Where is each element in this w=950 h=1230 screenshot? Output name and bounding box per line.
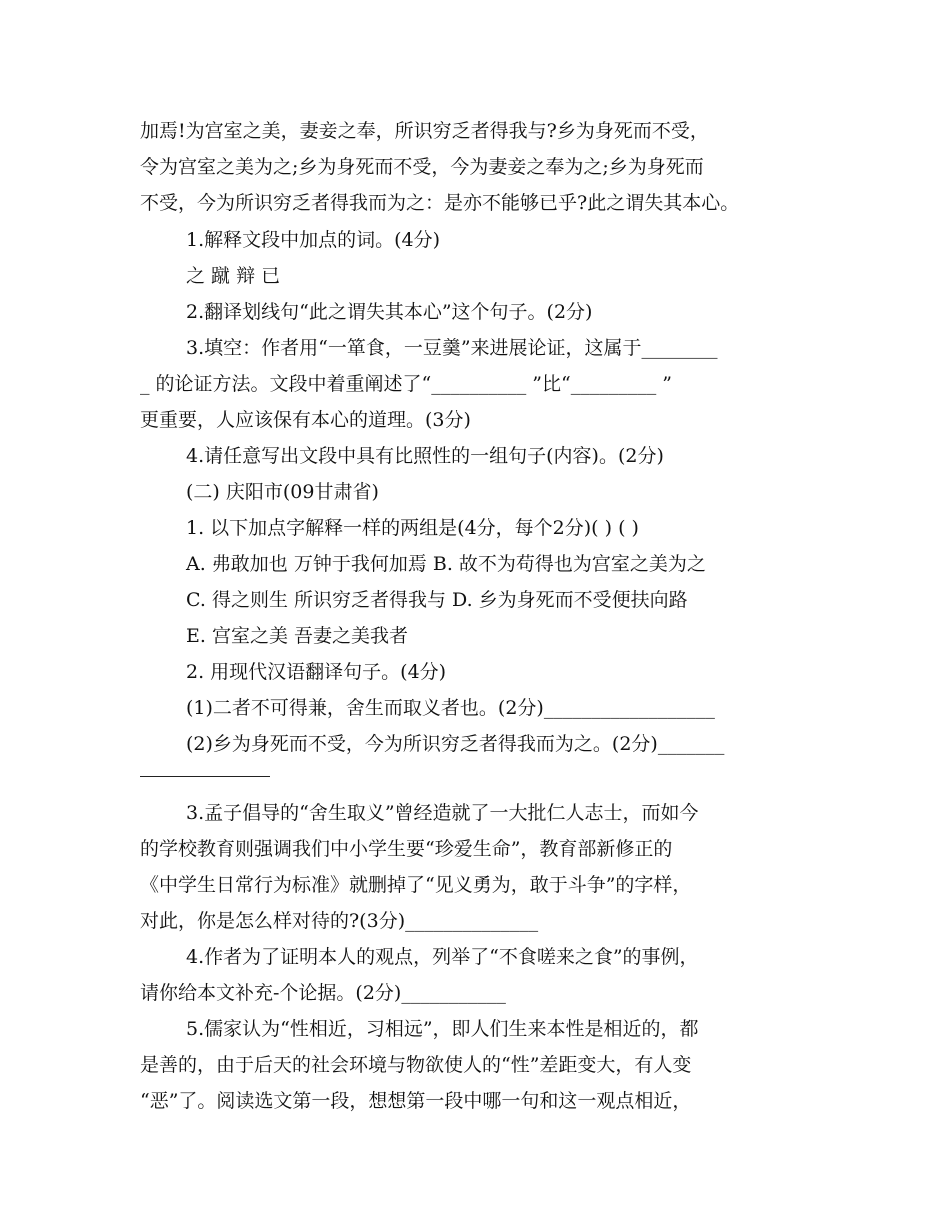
passage-line: 令为宫室之美为之;乡为身死而不受，今为妻妾之奉为之;乡为身死而	[140, 156, 704, 178]
question-text: 4.请任意写出文段中具有比照性的一组句子(内容)。(2分)	[186, 445, 664, 467]
question-text: 《中学生日常行为标准》就删掉了“见义勇为，敢于斗争”的字样，	[140, 874, 692, 896]
question-text: 4.作者为了证明本人的观点，列举了“不食嗟来之食”的事例，	[186, 946, 699, 968]
question-text: 是善的，由于后天的社会环境与物欲使人的“性”差距变大，有人变	[140, 1054, 692, 1076]
question-text: 5.儒家认为“性相近，习相远”，即人们生来本性是相近的，都	[186, 1018, 699, 1040]
question-text: _ 的论证方法。文段中着重阐述了“__________ ”比“_________ ”	[140, 373, 672, 395]
question-text: 2. 用现代汉语翻译句子。(4分)	[186, 661, 447, 683]
question-text: 请你给本文补充-个论据。(2分)___________	[140, 982, 506, 1004]
question-text: (2)乡为身死而不受，今为所识穷乏者得我而为之。(2分)_______	[186, 733, 725, 755]
section-heading: (二) 庆阳市(09甘肃省)	[186, 481, 379, 503]
answer-blank-line	[140, 776, 270, 777]
passage-line: 加焉!为宫室之美，妻妾之奉，所识穷乏者得我与?乡为身死而不受，	[140, 120, 709, 142]
option-text: C. 得之则生 所识穷乏者得我与 D. 乡为身死而不受便扶向路	[186, 589, 688, 611]
passage-line: 不受，今为所识穷乏者得我而为之：是亦不能够已乎?此之谓失其本心。	[140, 192, 740, 214]
question-text: 1. 以下加点字解释一样的两组是(4分，每个2分)( ) ( )	[186, 517, 639, 539]
question-text: (1)二者不可得兼，舍生而取义者也。(2分)__________________	[186, 697, 715, 719]
question-text: 的学校教育则强调我们中小学生要“珍爱生命”，教育部新修正的	[140, 838, 673, 860]
question-text: 3.填空：作者用“一箪食，一豆羹”来进展论证，这属于________	[186, 337, 718, 359]
option-text: A. 弗敢加也 万钟于我何加焉 B. 故不为苟得也为宫室之美为之	[186, 553, 706, 575]
question-text: 1.解释文段中加点的词。(4分)	[186, 229, 441, 251]
question-text: 3.孟子倡导的“舍生取义”曾经造就了一大批仁人志士，而如今	[186, 802, 699, 824]
question-text: 2.翻译划线句“此之谓失其本心”这个句子。(2分)	[186, 301, 593, 323]
option-text: E. 宫室之美 吾妻之美我者	[186, 625, 408, 647]
question-text: 之 蹴 辩 已	[186, 265, 281, 287]
question-text: 对此，你是怎么样对待的?(3分)______________	[140, 910, 539, 932]
question-text: 更重要，人应该保有本心的道理。(3分)	[140, 409, 471, 431]
question-text: “恶”了。阅读选文第一段，想想第一段中哪一句和这一观点相近，	[140, 1090, 692, 1112]
